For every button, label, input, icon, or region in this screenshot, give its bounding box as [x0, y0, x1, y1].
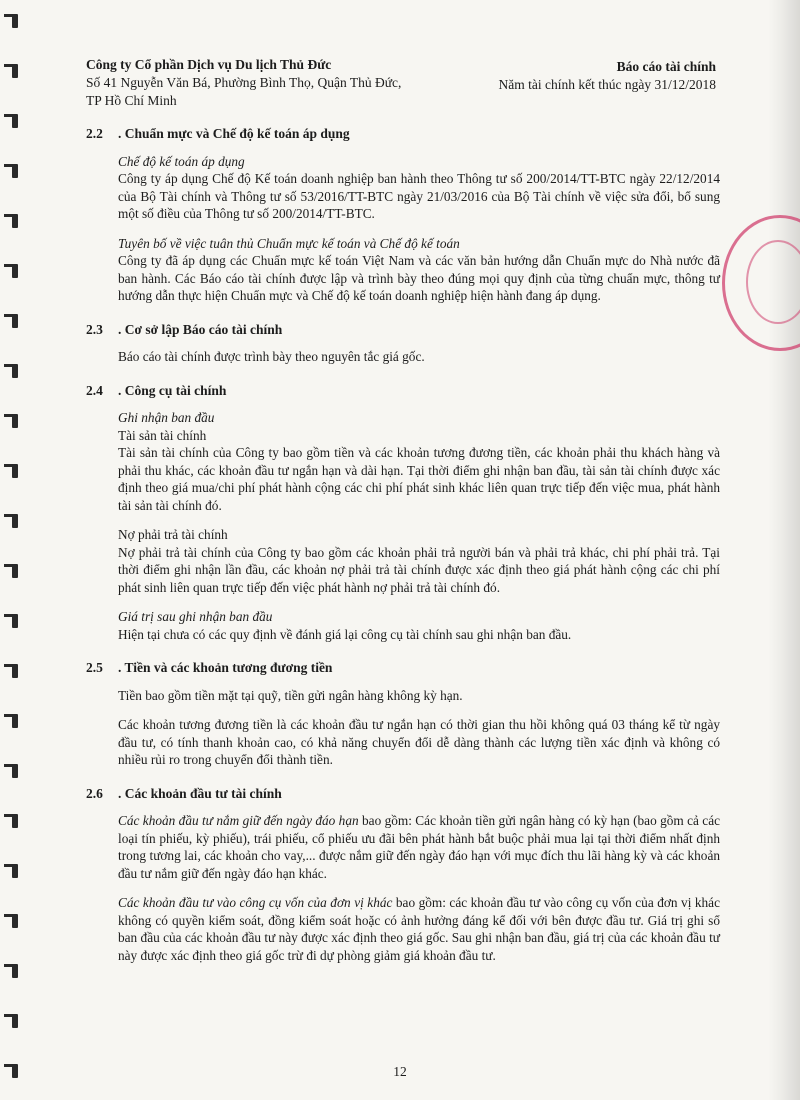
- document-body: [86, 125, 720, 980]
- section-title: . Cơ sở lập Báo cáo tài chính: [118, 321, 283, 337]
- paragraph: [118, 812, 720, 882]
- binding-hole: [4, 162, 22, 180]
- paragraph: Các khoản tương đương tiền là các khoản đầu tư ngắn hạn có thời gian thu hồi không quá 03 tháng kể từ ngày đầu tư, có tính thanh khoản cao, có khả năng chuyển đổi dễ dàng thành các lượng tiền xác định và không có nhiều rủi ro trong chuyển đổi thành tiền.: [118, 717, 720, 767]
- paragraph-text: bao gồm: các khoản đầu tư vào công cụ vốn của đơn vị khác không có quyền kiểm soát, đồng kiểm soát hoặc có ảnh hưởng đáng kể đối với bên được đầu tư. Giá trị ghi sổ ban đầu của các khoản đầu tư này được xác định theo giá gốc. Sau ghi nhận ban đầu, giá trị của các khoản đầu tư này được xác định theo giá gốc trừ đi dự phòng giảm giá khoản đầu tư.: [118, 895, 720, 963]
- binding-hole: [4, 362, 22, 380]
- section-heading: [86, 659, 720, 677]
- paragraph: Hiện tại chưa có các quy định về đánh giá lại công cụ tài chính sau ghi nhận ban đầu.: [118, 626, 572, 642]
- section-title: . Chuẩn mực và Chế độ kế toán áp dụng: [118, 126, 350, 141]
- section-number: 2.6: [86, 785, 103, 801]
- paragraph: Công ty áp dụng Chế độ Kế toán doanh nghiệp ban hành theo Thông tư số 200/2014/TT-BTC ngày 22/12/2014 của Bộ Tài chính và Thông tư số 53/2016/TT-BTC ngày 21/03/2016 của Bộ Tài chính về việc sửa đổi, bổ sung một số điều của Thông tư số 200/2014/TT-BTC.: [118, 171, 720, 221]
- section-number: 2.5: [86, 660, 103, 675]
- section-number: 2.2: [86, 126, 103, 141]
- binding-hole: [4, 612, 22, 630]
- section-title: . Tiền và các khoản tương đương tiền: [118, 660, 333, 675]
- section-heading: [86, 382, 720, 400]
- company-address-line1: Số 41 Nguyễn Văn Bá, Phường Bình Thọ, Quận Thủ Đức,: [86, 75, 402, 90]
- company-name: Công ty Cổ phần Dịch vụ Du lịch Thủ Đức: [86, 57, 332, 72]
- binding-hole: [4, 512, 22, 530]
- paragraph-lead: Các khoản đầu tư vào công cụ vốn của đơn vị khác: [118, 895, 393, 910]
- spiral-binding: [0, 0, 30, 1100]
- binding-hole: [4, 962, 22, 980]
- section-heading: [86, 125, 720, 143]
- subheading: Tuyên bố về việc tuân thủ Chuẩn mực kế toán và Chế độ kế toán: [118, 235, 460, 251]
- paragraph-text: bao gồm: Các khoản tiền gửi ngân hàng có kỳ hạn (bao gồm cả các loại tín phiếu, kỳ phiếu), trái phiếu, cổ phiếu ưu đãi bên phát hành bắt buộc phải mua lại tại thời điểm nhất định trong tương lai, các khoản cho vay,... được nắm giữ đến ngày đáo hạn với mục đích thu lãi hàng kỳ và các khoản đầu tư nắm giữ đến ngày đáo hạn khác.: [118, 813, 720, 881]
- binding-hole: [4, 662, 22, 680]
- page-number: 12: [393, 1064, 407, 1079]
- header-company-block: [86, 56, 446, 110]
- paragraph: Tài sản tài chính của Công ty bao gồm tiền và các khoản tương đương tiền, các khoản phải thu khách hàng và phải thu khác, các khoản đầu tư ngắn hạn và dài hạn. Tại thời điểm ghi nhận ban đầu, tài sản tài chính được xác định theo giá mua/chi phí phát hành cộng các chi phí phát sinh khác liên quan trực tiếp đến việc mua, phát hành tài sản tài chính đó.: [118, 445, 720, 513]
- subheading: Giá trị sau ghi nhận ban đầu: [118, 609, 273, 624]
- binding-hole: [4, 312, 22, 330]
- section-2-6: [86, 785, 720, 965]
- paragraph: Tiền bao gồm tiền mặt tại quỹ, tiền gửi ngân hàng không kỳ hạn.: [118, 687, 463, 703]
- binding-hole: [4, 1012, 22, 1030]
- paragraph: Nợ phải trả tài chính của Công ty bao gồm các khoản phải trả người bán và phải trả khác, chi phí phải trả. Tại thời điểm ghi nhận lần đầu, các khoản nợ phải trả tài chính được xác định theo giá phát hành cộng các chi phí phát sinh liên quan trực tiếp đến việc phát hành nợ phải trả tài chính đó.: [118, 544, 720, 595]
- paragraph: [118, 894, 720, 964]
- section-2-4: [86, 382, 720, 644]
- section-heading: [86, 785, 720, 803]
- binding-hole: [4, 812, 22, 830]
- paragraph: Công ty đã áp dụng các Chuẩn mực kế toán Việt Nam và các văn bản hướng dẫn Chuẩn mực do Nhà nước đã ban hành. Các Báo cáo tài chính được lập và trình bày theo đúng mọi quy định của từng chuẩn mực, thông tư hướng dẫn thực hiện Chuẩn mực và Chế độ kế toán doanh nghiệp hiện hành đang áp dụng.: [118, 253, 720, 303]
- report-title: Báo cáo tài chính: [616, 59, 716, 74]
- company-address-line2: TP Hồ Chí Minh: [86, 93, 177, 108]
- binding-hole: [4, 62, 22, 80]
- section-title: . Công cụ tài chính: [118, 382, 227, 398]
- binding-hole: [4, 112, 22, 130]
- binding-hole: [4, 12, 22, 30]
- section-heading: [86, 321, 720, 339]
- section-2-3: [86, 321, 720, 366]
- paragraph-lead: Các khoản đầu tư nắm giữ đến ngày đáo hạn: [118, 813, 359, 828]
- binding-hole: [4, 862, 22, 880]
- binding-hole: [4, 262, 22, 280]
- section-number: 2.3: [86, 321, 103, 337]
- subheading: Ghi nhận ban đầu: [118, 410, 215, 425]
- binding-hole: [4, 462, 22, 480]
- subheading: Chế độ kế toán áp dụng: [118, 153, 245, 169]
- section-number: 2.4: [86, 382, 103, 398]
- binding-hole: [4, 562, 22, 580]
- subheading: Tài sản tài chính: [118, 427, 207, 443]
- page-edge-shadow: [768, 0, 800, 1100]
- subheading: Nợ phải trả tài chính: [118, 527, 228, 542]
- section-2-5: [86, 659, 720, 769]
- binding-hole: [4, 762, 22, 780]
- report-period: Năm tài chính kết thúc ngày 31/12/2018: [498, 77, 716, 92]
- binding-hole: [4, 712, 22, 730]
- section-2-2: [86, 125, 720, 305]
- section-title: . Các khoản đầu tư tài chính: [118, 785, 282, 801]
- binding-hole: [4, 912, 22, 930]
- header-report-block: [416, 58, 716, 94]
- paragraph: Báo cáo tài chính được trình bày theo nguyên tắc giá gốc.: [118, 349, 425, 364]
- binding-hole: [4, 212, 22, 230]
- binding-hole: [4, 412, 22, 430]
